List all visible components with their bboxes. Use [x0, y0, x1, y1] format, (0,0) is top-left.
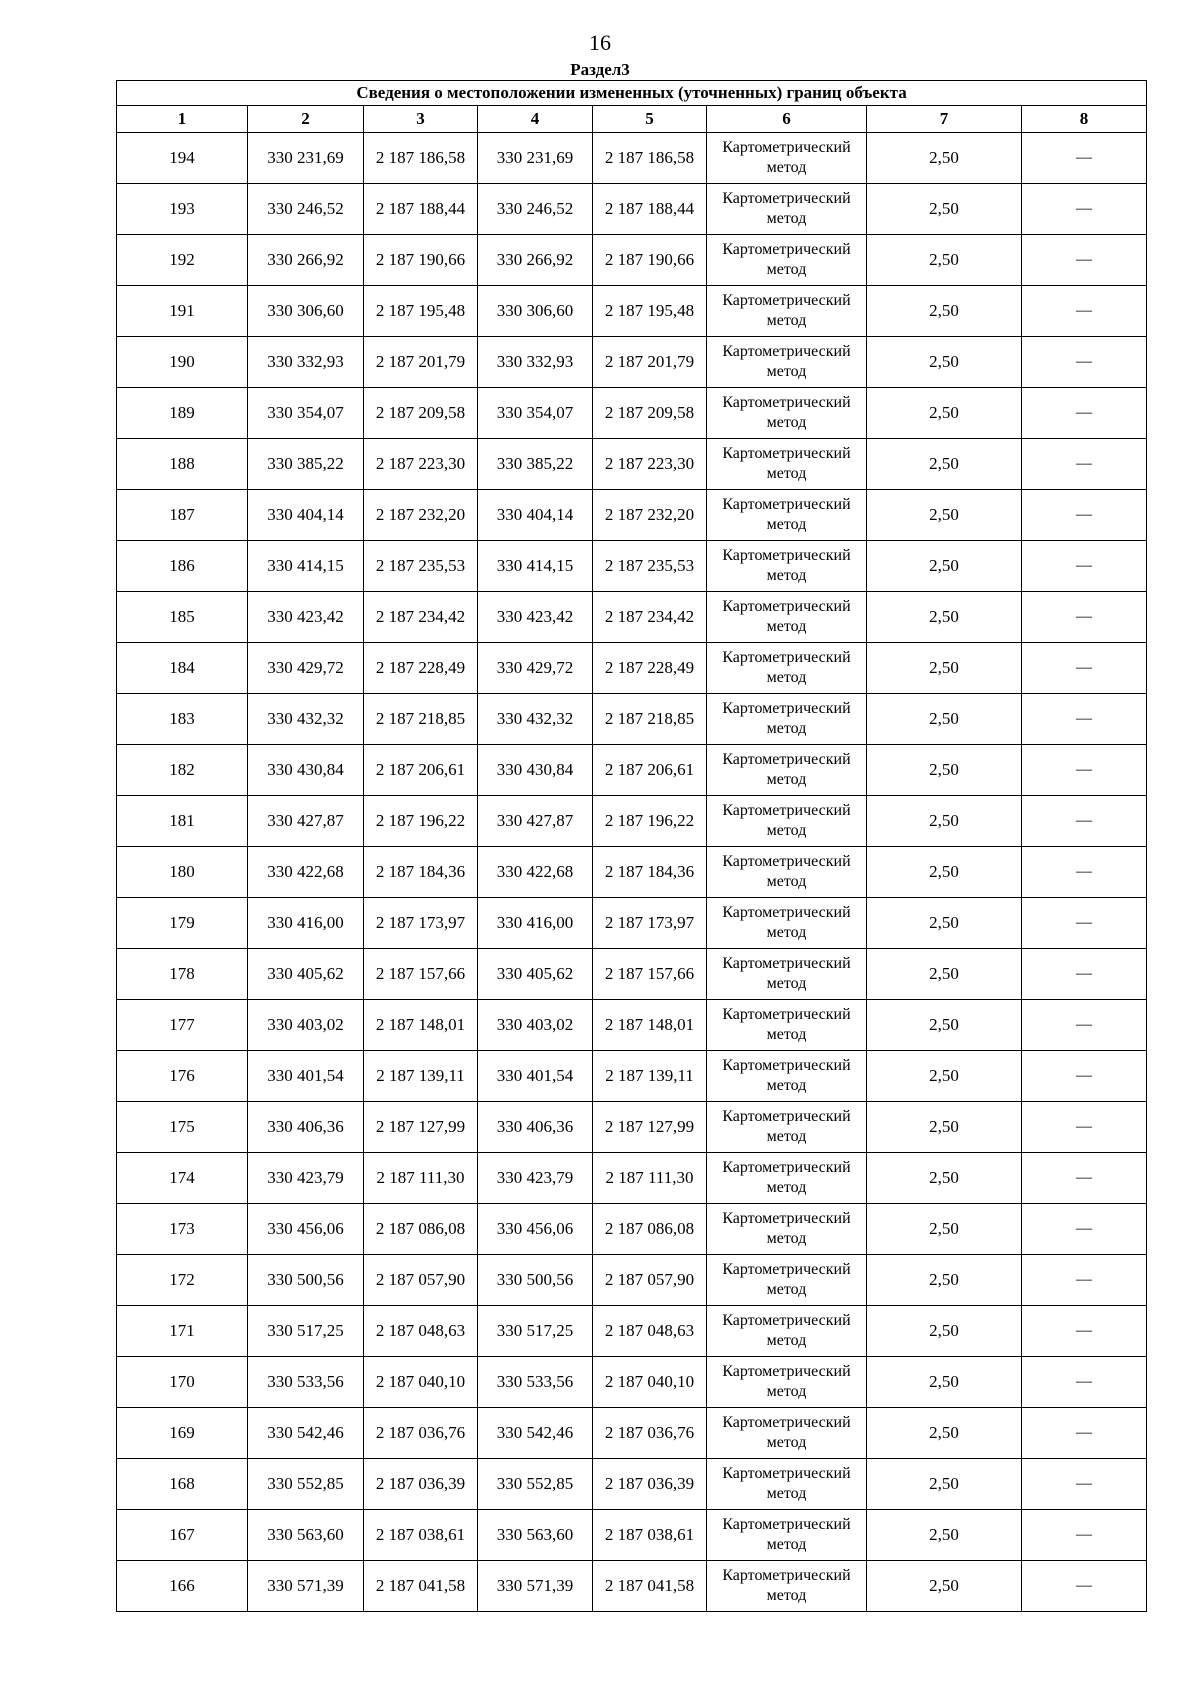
- method-cell: Картометрический метод: [707, 1000, 867, 1051]
- description-cell: —: [1022, 694, 1147, 745]
- x-new-cell: 330 429,72: [478, 643, 593, 694]
- table-row: [117, 1153, 1147, 1204]
- x-new-cell: 330 552,85: [478, 1459, 593, 1510]
- accuracy-cell: 2,50: [867, 1510, 1022, 1561]
- accuracy-cell: 2,50: [867, 541, 1022, 592]
- y-old-cell: 2 187 209,58: [364, 388, 478, 439]
- x-new-cell: 330 404,14: [478, 490, 593, 541]
- x-old-cell: 330 266,92: [248, 235, 364, 286]
- x-new-cell: 330 306,60: [478, 286, 593, 337]
- table-row: [117, 439, 1147, 490]
- description-cell: —: [1022, 439, 1147, 490]
- y-old-cell: 2 187 186,58: [364, 133, 478, 184]
- y-new-cell: 2 187 196,22: [593, 796, 707, 847]
- table-row: [117, 133, 1147, 184]
- table-row: [117, 490, 1147, 541]
- x-new-cell: 330 456,06: [478, 1204, 593, 1255]
- x-new-cell: 330 266,92: [478, 235, 593, 286]
- accuracy-cell: 2,50: [867, 1459, 1022, 1510]
- method-cell: Картометрический метод: [707, 1153, 867, 1204]
- column-number: 6: [707, 106, 867, 133]
- table-row: [117, 286, 1147, 337]
- point-number-cell: 182: [117, 745, 248, 796]
- point-number-cell: 188: [117, 439, 248, 490]
- description-cell: —: [1022, 1051, 1147, 1102]
- y-old-cell: 2 187 057,90: [364, 1255, 478, 1306]
- y-new-cell: 2 187 184,36: [593, 847, 707, 898]
- x-new-cell: 330 385,22: [478, 439, 593, 490]
- description-cell: —: [1022, 949, 1147, 1000]
- point-number-cell: 176: [117, 1051, 248, 1102]
- method-cell: Картометрический метод: [707, 235, 867, 286]
- x-old-cell: 330 552,85: [248, 1459, 364, 1510]
- accuracy-cell: 2,50: [867, 1102, 1022, 1153]
- table-row: [117, 949, 1147, 1000]
- table-row: [117, 847, 1147, 898]
- point-number-cell: 173: [117, 1204, 248, 1255]
- method-cell: Картометрический метод: [707, 1561, 867, 1612]
- point-number-cell: 175: [117, 1102, 248, 1153]
- column-number: 5: [593, 106, 707, 133]
- table-row: [117, 1051, 1147, 1102]
- method-cell: Картометрический метод: [707, 1357, 867, 1408]
- x-old-cell: 330 423,42: [248, 592, 364, 643]
- point-number-cell: 168: [117, 1459, 248, 1510]
- column-number: 3: [364, 106, 478, 133]
- y-old-cell: 2 187 228,49: [364, 643, 478, 694]
- method-cell: Картометрический метод: [707, 1510, 867, 1561]
- accuracy-cell: 2,50: [867, 286, 1022, 337]
- table-row: [117, 235, 1147, 286]
- method-cell: Картометрический метод: [707, 541, 867, 592]
- x-new-cell: 330 427,87: [478, 796, 593, 847]
- x-old-cell: 330 306,60: [248, 286, 364, 337]
- table-row: [117, 388, 1147, 439]
- accuracy-cell: 2,50: [867, 1255, 1022, 1306]
- point-number-cell: 174: [117, 1153, 248, 1204]
- table-row: [117, 694, 1147, 745]
- x-new-cell: 330 432,32: [478, 694, 593, 745]
- x-new-cell: 330 403,02: [478, 1000, 593, 1051]
- accuracy-cell: 2,50: [867, 337, 1022, 388]
- description-cell: —: [1022, 337, 1147, 388]
- description-cell: —: [1022, 235, 1147, 286]
- y-old-cell: 2 187 139,11: [364, 1051, 478, 1102]
- method-cell: Картометрический метод: [707, 490, 867, 541]
- table-row: [117, 898, 1147, 949]
- description-cell: —: [1022, 847, 1147, 898]
- y-old-cell: 2 187 196,22: [364, 796, 478, 847]
- y-new-cell: 2 187 127,99: [593, 1102, 707, 1153]
- point-number-cell: 170: [117, 1357, 248, 1408]
- x-old-cell: 330 354,07: [248, 388, 364, 439]
- x-old-cell: 330 406,36: [248, 1102, 364, 1153]
- y-new-cell: 2 187 201,79: [593, 337, 707, 388]
- x-old-cell: 330 456,06: [248, 1204, 364, 1255]
- accuracy-cell: 2,50: [867, 439, 1022, 490]
- method-cell: Картометрический метод: [707, 949, 867, 1000]
- accuracy-cell: 2,50: [867, 1306, 1022, 1357]
- table-row: [117, 337, 1147, 388]
- x-new-cell: 330 405,62: [478, 949, 593, 1000]
- description-cell: —: [1022, 1204, 1147, 1255]
- description-cell: —: [1022, 1306, 1147, 1357]
- point-number-cell: 172: [117, 1255, 248, 1306]
- y-old-cell: 2 187 223,30: [364, 439, 478, 490]
- y-new-cell: 2 187 048,63: [593, 1306, 707, 1357]
- table-row: [117, 1204, 1147, 1255]
- table-row: [117, 1306, 1147, 1357]
- y-old-cell: 2 187 036,76: [364, 1408, 478, 1459]
- x-new-cell: 330 533,56: [478, 1357, 593, 1408]
- x-old-cell: 330 571,39: [248, 1561, 364, 1612]
- method-cell: Картометрический метод: [707, 745, 867, 796]
- y-new-cell: 2 187 111,30: [593, 1153, 707, 1204]
- accuracy-cell: 2,50: [867, 1408, 1022, 1459]
- x-new-cell: 330 332,93: [478, 337, 593, 388]
- description-cell: —: [1022, 592, 1147, 643]
- accuracy-cell: 2,50: [867, 694, 1022, 745]
- table-title: Сведения о местоположении измененных (уточненных) границ объекта: [117, 81, 1147, 106]
- x-old-cell: 330 542,46: [248, 1408, 364, 1459]
- x-old-cell: 330 403,02: [248, 1000, 364, 1051]
- x-old-cell: 330 427,87: [248, 796, 364, 847]
- point-number-cell: 177: [117, 1000, 248, 1051]
- table-row: [117, 1102, 1147, 1153]
- x-new-cell: 330 563,60: [478, 1510, 593, 1561]
- x-old-cell: 330 405,62: [248, 949, 364, 1000]
- y-old-cell: 2 187 086,08: [364, 1204, 478, 1255]
- y-old-cell: 2 187 040,10: [364, 1357, 478, 1408]
- method-cell: Картометрический метод: [707, 847, 867, 898]
- description-cell: —: [1022, 1255, 1147, 1306]
- y-old-cell: 2 187 048,63: [364, 1306, 478, 1357]
- description-cell: —: [1022, 490, 1147, 541]
- point-number-cell: 190: [117, 337, 248, 388]
- description-cell: —: [1022, 796, 1147, 847]
- x-new-cell: 330 517,25: [478, 1306, 593, 1357]
- description-cell: —: [1022, 388, 1147, 439]
- x-old-cell: 330 430,84: [248, 745, 364, 796]
- x-new-cell: 330 542,46: [478, 1408, 593, 1459]
- accuracy-cell: 2,50: [867, 490, 1022, 541]
- point-number-cell: 169: [117, 1408, 248, 1459]
- description-cell: —: [1022, 1459, 1147, 1510]
- table-row: [117, 643, 1147, 694]
- description-cell: —: [1022, 541, 1147, 592]
- x-old-cell: 330 422,68: [248, 847, 364, 898]
- table-row: [117, 541, 1147, 592]
- y-new-cell: 2 187 036,76: [593, 1408, 707, 1459]
- y-old-cell: 2 187 235,53: [364, 541, 478, 592]
- y-old-cell: 2 187 041,58: [364, 1561, 478, 1612]
- description-cell: —: [1022, 1153, 1147, 1204]
- accuracy-cell: 2,50: [867, 388, 1022, 439]
- y-new-cell: 2 187 040,10: [593, 1357, 707, 1408]
- y-new-cell: 2 187 139,11: [593, 1051, 707, 1102]
- y-old-cell: 2 187 190,66: [364, 235, 478, 286]
- y-new-cell: 2 187 041,58: [593, 1561, 707, 1612]
- description-cell: —: [1022, 1102, 1147, 1153]
- y-old-cell: 2 187 111,30: [364, 1153, 478, 1204]
- y-old-cell: 2 187 127,99: [364, 1102, 478, 1153]
- accuracy-cell: 2,50: [867, 1153, 1022, 1204]
- x-new-cell: 330 423,42: [478, 592, 593, 643]
- accuracy-cell: 2,50: [867, 592, 1022, 643]
- x-old-cell: 330 429,72: [248, 643, 364, 694]
- description-cell: —: [1022, 1357, 1147, 1408]
- x-old-cell: 330 416,00: [248, 898, 364, 949]
- y-old-cell: 2 187 232,20: [364, 490, 478, 541]
- point-number-cell: 194: [117, 133, 248, 184]
- table-row: [117, 1357, 1147, 1408]
- method-cell: Картометрический метод: [707, 1102, 867, 1153]
- y-new-cell: 2 187 157,66: [593, 949, 707, 1000]
- method-cell: Картометрический метод: [707, 184, 867, 235]
- x-old-cell: 330 500,56: [248, 1255, 364, 1306]
- table-body: [117, 133, 1147, 1612]
- accuracy-cell: 2,50: [867, 1051, 1022, 1102]
- column-number: 4: [478, 106, 593, 133]
- accuracy-cell: 2,50: [867, 133, 1022, 184]
- y-new-cell: 2 187 038,61: [593, 1510, 707, 1561]
- y-new-cell: 2 187 148,01: [593, 1000, 707, 1051]
- x-new-cell: 330 571,39: [478, 1561, 593, 1612]
- column-number: 7: [867, 106, 1022, 133]
- description-cell: —: [1022, 286, 1147, 337]
- x-new-cell: 330 500,56: [478, 1255, 593, 1306]
- point-number-cell: 184: [117, 643, 248, 694]
- x-old-cell: 330 401,54: [248, 1051, 364, 1102]
- y-new-cell: 2 187 195,48: [593, 286, 707, 337]
- point-number-cell: 192: [117, 235, 248, 286]
- accuracy-cell: 2,50: [867, 1204, 1022, 1255]
- column-number: 2: [248, 106, 364, 133]
- y-new-cell: 2 187 235,53: [593, 541, 707, 592]
- point-number-cell: 185: [117, 592, 248, 643]
- y-new-cell: 2 187 036,39: [593, 1459, 707, 1510]
- x-new-cell: 330 354,07: [478, 388, 593, 439]
- accuracy-cell: 2,50: [867, 643, 1022, 694]
- x-new-cell: 330 406,36: [478, 1102, 593, 1153]
- description-cell: —: [1022, 1000, 1147, 1051]
- point-number-cell: 186: [117, 541, 248, 592]
- table-row: [117, 1408, 1147, 1459]
- y-new-cell: 2 187 209,58: [593, 388, 707, 439]
- point-number-cell: 167: [117, 1510, 248, 1561]
- accuracy-cell: 2,50: [867, 1357, 1022, 1408]
- point-number-cell: 189: [117, 388, 248, 439]
- x-new-cell: 330 423,79: [478, 1153, 593, 1204]
- y-old-cell: 2 187 038,61: [364, 1510, 478, 1561]
- y-new-cell: 2 187 173,97: [593, 898, 707, 949]
- table-row: [117, 1459, 1147, 1510]
- x-old-cell: 330 414,15: [248, 541, 364, 592]
- x-new-cell: 330 401,54: [478, 1051, 593, 1102]
- x-old-cell: 330 385,22: [248, 439, 364, 490]
- column-number: 8: [1022, 106, 1147, 133]
- point-number-cell: 193: [117, 184, 248, 235]
- x-new-cell: 330 231,69: [478, 133, 593, 184]
- y-old-cell: 2 187 184,36: [364, 847, 478, 898]
- table-row: [117, 1510, 1147, 1561]
- page-number: 16: [589, 30, 611, 55]
- y-old-cell: 2 187 218,85: [364, 694, 478, 745]
- point-number-cell: 166: [117, 1561, 248, 1612]
- description-cell: —: [1022, 643, 1147, 694]
- x-old-cell: 330 404,14: [248, 490, 364, 541]
- y-new-cell: 2 187 223,30: [593, 439, 707, 490]
- accuracy-cell: 2,50: [867, 847, 1022, 898]
- table-row: [117, 1255, 1147, 1306]
- y-old-cell: 2 187 157,66: [364, 949, 478, 1000]
- boundary-coordinates-table: [116, 80, 1147, 1612]
- y-old-cell: 2 187 201,79: [364, 337, 478, 388]
- y-old-cell: 2 187 148,01: [364, 1000, 478, 1051]
- point-number-cell: 179: [117, 898, 248, 949]
- x-new-cell: 330 414,15: [478, 541, 593, 592]
- method-cell: Картометрический метод: [707, 1051, 867, 1102]
- column-number-row: [117, 106, 1147, 133]
- y-old-cell: 2 187 188,44: [364, 184, 478, 235]
- y-new-cell: 2 187 232,20: [593, 490, 707, 541]
- method-cell: Картометрический метод: [707, 1408, 867, 1459]
- description-cell: —: [1022, 133, 1147, 184]
- point-number-cell: 181: [117, 796, 248, 847]
- column-number: 1: [117, 106, 248, 133]
- x-new-cell: 330 246,52: [478, 184, 593, 235]
- table-row: [117, 592, 1147, 643]
- point-number-cell: 178: [117, 949, 248, 1000]
- method-cell: Картометрический метод: [707, 592, 867, 643]
- accuracy-cell: 2,50: [867, 1561, 1022, 1612]
- method-cell: Картометрический метод: [707, 1204, 867, 1255]
- x-old-cell: 330 517,25: [248, 1306, 364, 1357]
- point-number-cell: 187: [117, 490, 248, 541]
- accuracy-cell: 2,50: [867, 745, 1022, 796]
- x-new-cell: 330 422,68: [478, 847, 593, 898]
- x-old-cell: 330 246,52: [248, 184, 364, 235]
- method-cell: Картометрический метод: [707, 643, 867, 694]
- description-cell: —: [1022, 898, 1147, 949]
- y-new-cell: 2 187 234,42: [593, 592, 707, 643]
- y-old-cell: 2 187 234,42: [364, 592, 478, 643]
- description-cell: —: [1022, 1510, 1147, 1561]
- method-cell: Картометрический метод: [707, 898, 867, 949]
- y-new-cell: 2 187 188,44: [593, 184, 707, 235]
- description-cell: —: [1022, 745, 1147, 796]
- method-cell: Картометрический метод: [707, 1255, 867, 1306]
- y-new-cell: 2 187 218,85: [593, 694, 707, 745]
- y-new-cell: 2 187 228,49: [593, 643, 707, 694]
- y-old-cell: 2 187 195,48: [364, 286, 478, 337]
- y-old-cell: 2 187 173,97: [364, 898, 478, 949]
- method-cell: Картометрический метод: [707, 1306, 867, 1357]
- y-old-cell: 2 187 206,61: [364, 745, 478, 796]
- method-cell: Картометрический метод: [707, 133, 867, 184]
- description-cell: —: [1022, 1561, 1147, 1612]
- description-cell: —: [1022, 1408, 1147, 1459]
- accuracy-cell: 2,50: [867, 184, 1022, 235]
- point-number-cell: 183: [117, 694, 248, 745]
- table-row: [117, 796, 1147, 847]
- point-number-cell: 191: [117, 286, 248, 337]
- accuracy-cell: 2,50: [867, 898, 1022, 949]
- x-new-cell: 330 416,00: [478, 898, 593, 949]
- accuracy-cell: 2,50: [867, 949, 1022, 1000]
- table-row: [117, 1000, 1147, 1051]
- accuracy-cell: 2,50: [867, 235, 1022, 286]
- description-cell: —: [1022, 184, 1147, 235]
- accuracy-cell: 2,50: [867, 796, 1022, 847]
- x-old-cell: 330 332,93: [248, 337, 364, 388]
- x-old-cell: 330 533,56: [248, 1357, 364, 1408]
- point-number-cell: 171: [117, 1306, 248, 1357]
- y-new-cell: 2 187 206,61: [593, 745, 707, 796]
- method-cell: Картометрический метод: [707, 694, 867, 745]
- y-new-cell: 2 187 186,58: [593, 133, 707, 184]
- method-cell: Картометрический метод: [707, 439, 867, 490]
- section-label: Раздел3: [570, 60, 630, 79]
- method-cell: Картометрический метод: [707, 286, 867, 337]
- method-cell: Картометрический метод: [707, 388, 867, 439]
- y-new-cell: 2 187 190,66: [593, 235, 707, 286]
- x-new-cell: 330 430,84: [478, 745, 593, 796]
- method-cell: Картометрический метод: [707, 796, 867, 847]
- x-old-cell: 330 231,69: [248, 133, 364, 184]
- y-new-cell: 2 187 057,90: [593, 1255, 707, 1306]
- point-number-cell: 180: [117, 847, 248, 898]
- table-row: [117, 745, 1147, 796]
- x-old-cell: 330 563,60: [248, 1510, 364, 1561]
- x-old-cell: 330 423,79: [248, 1153, 364, 1204]
- table-row: [117, 1561, 1147, 1612]
- table-row: [117, 184, 1147, 235]
- method-cell: Картометрический метод: [707, 1459, 867, 1510]
- accuracy-cell: 2,50: [867, 1000, 1022, 1051]
- x-old-cell: 330 432,32: [248, 694, 364, 745]
- y-new-cell: 2 187 086,08: [593, 1204, 707, 1255]
- y-old-cell: 2 187 036,39: [364, 1459, 478, 1510]
- method-cell: Картометрический метод: [707, 337, 867, 388]
